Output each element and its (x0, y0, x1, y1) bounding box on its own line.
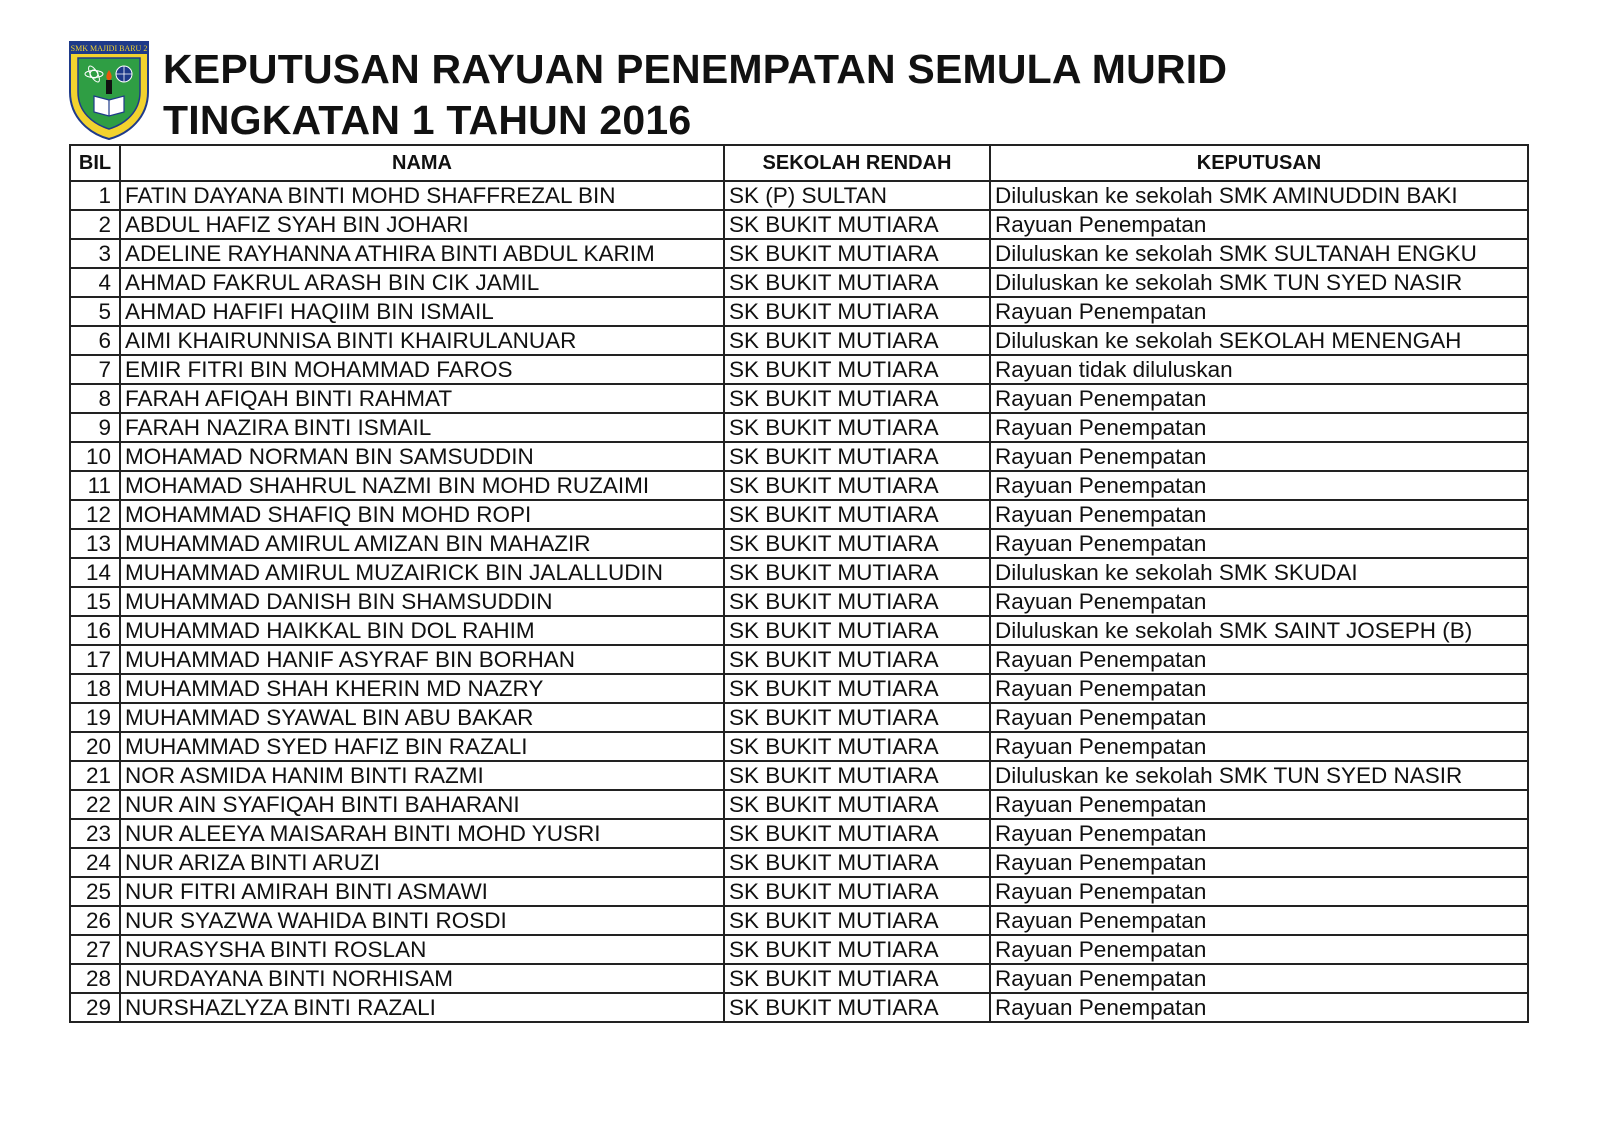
title-line-2: TINGKATAN 1 TAHUN 2016 (163, 97, 692, 143)
cell-bil: 5 (70, 297, 120, 326)
cell-nama: NUR SYAZWA WAHIDA BINTI ROSDI (120, 906, 724, 935)
cell-bil: 9 (70, 413, 120, 442)
school-crest-logo (68, 40, 150, 140)
cell-nama: MOHAMAD SHAHRUL NAZMI BIN MOHD RUZAIMI (120, 471, 724, 500)
cell-keputusan: Diluluskan ke sekolah SMK TUN SYED NASIR (990, 268, 1528, 297)
cell-bil: 25 (70, 877, 120, 906)
table-row (70, 645, 1528, 674)
cell-nama: FARAH NAZIRA BINTI ISMAIL (120, 413, 724, 442)
column-header-bil: BIL (70, 145, 120, 181)
table-row (70, 848, 1528, 877)
cell-bil: 24 (70, 848, 120, 877)
cell-sekolah-rendah: SK BUKIT MUTIARA (724, 819, 990, 848)
cell-keputusan: Rayuan Penempatan (990, 297, 1528, 326)
cell-sekolah-rendah: SK BUKIT MUTIARA (724, 442, 990, 471)
cell-bil: 15 (70, 587, 120, 616)
cell-bil: 2 (70, 210, 120, 239)
cell-nama: EMIR FITRI BIN MOHAMMAD FAROS (120, 355, 724, 384)
cell-sekolah-rendah: SK BUKIT MUTIARA (724, 906, 990, 935)
cell-sekolah-rendah: SK BUKIT MUTIARA (724, 355, 990, 384)
cell-keputusan: Rayuan Penempatan (990, 819, 1528, 848)
cell-nama: ADELINE RAYHANNA ATHIRA BINTI ABDUL KARIM (120, 239, 724, 268)
table-row (70, 819, 1528, 848)
table-row (70, 471, 1528, 500)
cell-bil: 27 (70, 935, 120, 964)
table-row (70, 935, 1528, 964)
appeal-results-table (69, 144, 1529, 1023)
cell-sekolah-rendah: SK BUKIT MUTIARA (724, 964, 990, 993)
cell-keputusan: Rayuan Penempatan (990, 964, 1528, 993)
table-row (70, 442, 1528, 471)
cell-keputusan: Diluluskan ke sekolah SEKOLAH MENENGAH (990, 326, 1528, 355)
cell-nama: AIMI KHAIRUNNISA BINTI KHAIRULANUAR (120, 326, 724, 355)
cell-keputusan: Rayuan Penempatan (990, 790, 1528, 819)
cell-bil: 12 (70, 500, 120, 529)
cell-keputusan: Rayuan Penempatan (990, 587, 1528, 616)
table-row (70, 529, 1528, 558)
cell-nama: NUR ALEEYA MAISARAH BINTI MOHD YUSRI (120, 819, 724, 848)
cell-keputusan: Rayuan Penempatan (990, 413, 1528, 442)
cell-sekolah-rendah: SK BUKIT MUTIARA (724, 645, 990, 674)
cell-bil: 23 (70, 819, 120, 848)
cell-keputusan: Rayuan Penempatan (990, 935, 1528, 964)
cell-keputusan: Diluluskan ke sekolah SMK TUN SYED NASIR (990, 761, 1528, 790)
cell-nama: MUHAMMAD SYED HAFIZ BIN RAZALI (120, 732, 724, 761)
table-body (70, 181, 1528, 1022)
cell-bil: 7 (70, 355, 120, 384)
cell-nama: FARAH AFIQAH BINTI RAHMAT (120, 384, 724, 413)
cell-bil: 4 (70, 268, 120, 297)
cell-bil: 16 (70, 616, 120, 645)
cell-nama: NUR ARIZA BINTI ARUZI (120, 848, 724, 877)
logo-banner-text: SMK MAJIDI BARU 2 (70, 44, 148, 53)
cell-bil: 11 (70, 471, 120, 500)
cell-sekolah-rendah: SK BUKIT MUTIARA (724, 326, 990, 355)
cell-keputusan: Rayuan Penempatan (990, 471, 1528, 500)
cell-sekolah-rendah: SK BUKIT MUTIARA (724, 848, 990, 877)
cell-bil: 10 (70, 442, 120, 471)
cell-sekolah-rendah: SK BUKIT MUTIARA (724, 935, 990, 964)
column-header-sekolah-rendah: SEKOLAH RENDAH (724, 145, 990, 181)
cell-sekolah-rendah: SK BUKIT MUTIARA (724, 210, 990, 239)
cell-bil: 26 (70, 906, 120, 935)
cell-nama: NURSHAZLYZA BINTI RAZALI (120, 993, 724, 1022)
cell-nama: MUHAMMAD SHAH KHERIN MD NAZRY (120, 674, 724, 703)
cell-sekolah-rendah: SK BUKIT MUTIARA (724, 471, 990, 500)
cell-nama: NUR FITRI AMIRAH BINTI ASMAWI (120, 877, 724, 906)
cell-bil: 17 (70, 645, 120, 674)
cell-bil: 8 (70, 384, 120, 413)
cell-sekolah-rendah: SK BUKIT MUTIARA (724, 384, 990, 413)
table-row (70, 877, 1528, 906)
cell-bil: 6 (70, 326, 120, 355)
cell-bil: 14 (70, 558, 120, 587)
cell-keputusan: Diluluskan ke sekolah SMK SKUDAI (990, 558, 1528, 587)
cell-nama: MOHAMAD NORMAN BIN SAMSUDDIN (120, 442, 724, 471)
cell-bil: 13 (70, 529, 120, 558)
cell-sekolah-rendah: SK BUKIT MUTIARA (724, 790, 990, 819)
cell-sekolah-rendah: SK BUKIT MUTIARA (724, 993, 990, 1022)
table-row (70, 181, 1528, 210)
cell-sekolah-rendah: SK BUKIT MUTIARA (724, 761, 990, 790)
cell-keputusan: Rayuan Penempatan (990, 877, 1528, 906)
cell-sekolah-rendah: SK BUKIT MUTIARA (724, 500, 990, 529)
column-header-keputusan: KEPUTUSAN (990, 145, 1528, 181)
cell-keputusan: Rayuan Penempatan (990, 529, 1528, 558)
cell-nama: MOHAMMAD SHAFIQ BIN MOHD ROPI (120, 500, 724, 529)
cell-keputusan: Rayuan Penempatan (990, 906, 1528, 935)
table-row (70, 703, 1528, 732)
table-row (70, 790, 1528, 819)
cell-nama: AHMAD FAKRUL ARASH BIN CIK JAMIL (120, 268, 724, 297)
cell-bil: 3 (70, 239, 120, 268)
document-title (163, 44, 1227, 146)
cell-sekolah-rendah: SK BUKIT MUTIARA (724, 413, 990, 442)
cell-keputusan: Diluluskan ke sekolah SMK SULTANAH ENGKU (990, 239, 1528, 268)
table-row (70, 355, 1528, 384)
cell-bil: 19 (70, 703, 120, 732)
table-row (70, 268, 1528, 297)
cell-sekolah-rendah: SK BUKIT MUTIARA (724, 616, 990, 645)
cell-keputusan: Rayuan Penempatan (990, 500, 1528, 529)
cell-bil: 28 (70, 964, 120, 993)
cell-nama: AHMAD HAFIFI HAQIIM BIN ISMAIL (120, 297, 724, 326)
cell-keputusan: Rayuan Penempatan (990, 848, 1528, 877)
cell-keputusan: Diluluskan ke sekolah SMK AMINUDDIN BAKI (990, 181, 1528, 210)
table-row (70, 674, 1528, 703)
table-row (70, 906, 1528, 935)
table-row (70, 326, 1528, 355)
table-row (70, 297, 1528, 326)
column-header-nama: NAMA (120, 145, 724, 181)
cell-bil: 20 (70, 732, 120, 761)
cell-nama: FATIN DAYANA BINTI MOHD SHAFFREZAL BIN (120, 181, 724, 210)
cell-bil: 29 (70, 993, 120, 1022)
table-row (70, 558, 1528, 587)
cell-keputusan: Rayuan Penempatan (990, 703, 1528, 732)
table-row (70, 964, 1528, 993)
cell-keputusan: Rayuan tidak diluluskan (990, 355, 1528, 384)
cell-nama: NUR AIN SYAFIQAH BINTI BAHARANI (120, 790, 724, 819)
table-row (70, 413, 1528, 442)
cell-bil: 22 (70, 790, 120, 819)
table-row (70, 761, 1528, 790)
table-row (70, 384, 1528, 413)
table-row (70, 500, 1528, 529)
cell-sekolah-rendah: SK (P) SULTAN (724, 181, 990, 210)
cell-sekolah-rendah: SK BUKIT MUTIARA (724, 877, 990, 906)
cell-nama: MUHAMMAD AMIRUL AMIZAN BIN MAHAZIR (120, 529, 724, 558)
cell-nama: MUHAMMAD HANIF ASYRAF BIN BORHAN (120, 645, 724, 674)
table-row (70, 587, 1528, 616)
cell-nama: NURDAYANA BINTI NORHISAM (120, 964, 724, 993)
table-row (70, 210, 1528, 239)
cell-sekolah-rendah: SK BUKIT MUTIARA (724, 674, 990, 703)
title-line-1: KEPUTUSAN RAYUAN PENEMPATAN SEMULA MURID (163, 46, 1228, 92)
cell-bil: 1 (70, 181, 120, 210)
cell-nama: MUHAMMAD DANISH BIN SHAMSUDDIN (120, 587, 724, 616)
table-row (70, 732, 1528, 761)
cell-sekolah-rendah: SK BUKIT MUTIARA (724, 268, 990, 297)
cell-keputusan: Rayuan Penempatan (990, 384, 1528, 413)
cell-keputusan: Rayuan Penempatan (990, 645, 1528, 674)
cell-bil: 18 (70, 674, 120, 703)
cell-sekolah-rendah: SK BUKIT MUTIARA (724, 703, 990, 732)
cell-sekolah-rendah: SK BUKIT MUTIARA (724, 558, 990, 587)
cell-nama: MUHAMMAD AMIRUL MUZAIRICK BIN JALALLUDIN (120, 558, 724, 587)
cell-sekolah-rendah: SK BUKIT MUTIARA (724, 529, 990, 558)
table-row (70, 616, 1528, 645)
cell-nama: MUHAMMAD SYAWAL BIN ABU BAKAR (120, 703, 724, 732)
cell-sekolah-rendah: SK BUKIT MUTIARA (724, 732, 990, 761)
cell-keputusan: Rayuan Penempatan (990, 674, 1528, 703)
cell-nama: ABDUL HAFIZ SYAH BIN JOHARI (120, 210, 724, 239)
cell-keputusan: Diluluskan ke sekolah SMK SAINT JOSEPH (B) (990, 616, 1528, 645)
cell-sekolah-rendah: SK BUKIT MUTIARA (724, 239, 990, 268)
cell-sekolah-rendah: SK BUKIT MUTIARA (724, 297, 990, 326)
cell-keputusan: Rayuan Penempatan (990, 993, 1528, 1022)
cell-nama: MUHAMMAD HAIKKAL BIN DOL RAHIM (120, 616, 724, 645)
table-row (70, 993, 1528, 1022)
cell-nama: NOR ASMIDA HANIM BINTI RAZMI (120, 761, 724, 790)
cell-nama: NURASYSHA BINTI ROSLAN (120, 935, 724, 964)
cell-keputusan: Rayuan Penempatan (990, 210, 1528, 239)
cell-keputusan: Rayuan Penempatan (990, 732, 1528, 761)
cell-sekolah-rendah: SK BUKIT MUTIARA (724, 587, 990, 616)
cell-bil: 21 (70, 761, 120, 790)
cell-keputusan: Rayuan Penempatan (990, 442, 1528, 471)
table-header-row (70, 145, 1528, 181)
table-row (70, 239, 1528, 268)
